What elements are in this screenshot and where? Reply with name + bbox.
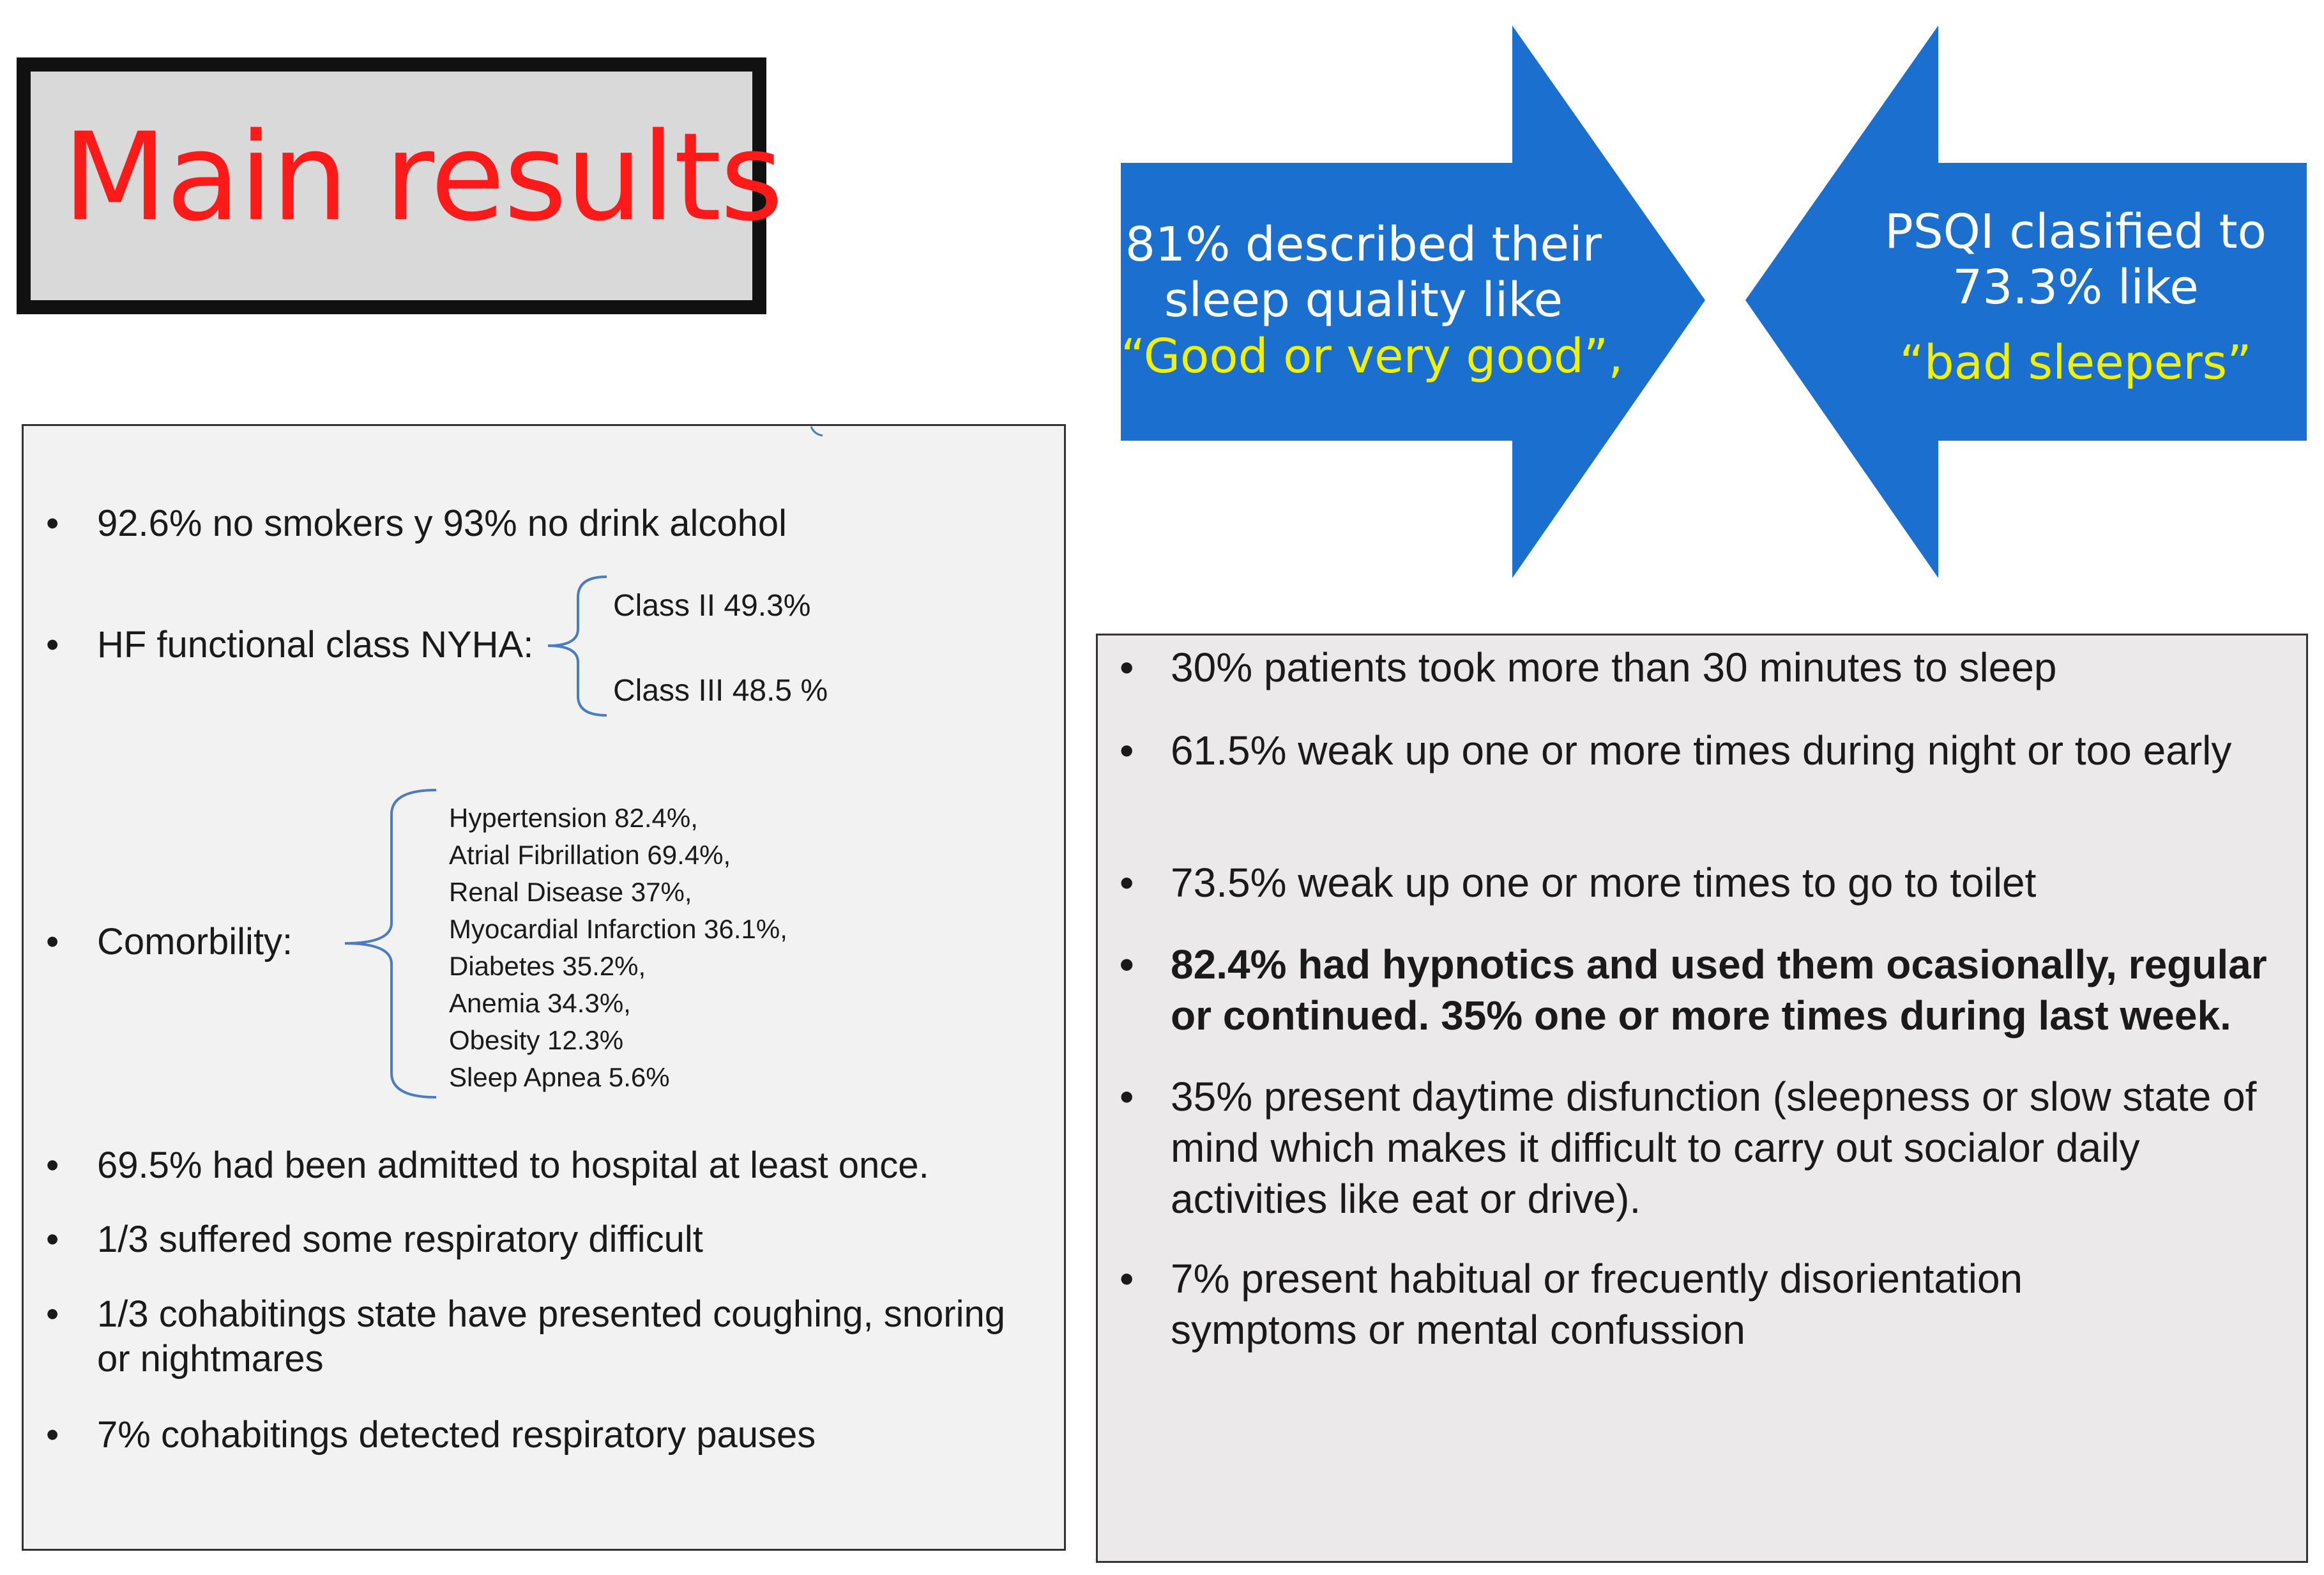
page-title: Main results bbox=[63, 107, 782, 248]
comorbidity-item: Diabetes 35.2%, bbox=[449, 951, 646, 981]
list-item: • 73.5% weak up one or more times to go to toilet bbox=[1171, 857, 2279, 908]
list-item: • 82.4% had hypnotics and used them ocasionally, regular or continued. 35% one or more times during last week. bbox=[1171, 939, 2279, 1041]
list-item bbox=[97, 1292, 1005, 1381]
nyha-class-ii: Class II 49.3% bbox=[613, 589, 811, 623]
nyha-class-iii: Class III 48.5 % bbox=[613, 674, 828, 708]
right-arrow-text bbox=[1839, 204, 2312, 391]
comorbidity-item: Anemia 34.3%, bbox=[449, 988, 631, 1018]
nyha-label: • HF functional class NYHA: bbox=[97, 623, 533, 667]
comorbidity-item: Sleep Apnea 5.6% bbox=[449, 1062, 670, 1092]
comorbidity-item: Atrial Fibrillation 69.4%, bbox=[449, 840, 731, 870]
right-arrow-highlight: “bad sleepers” bbox=[1899, 335, 2252, 390]
list-item: • 35% present daytime disfunction (sleepness or slow state of mind which makes it difficult to carry out socialor daily activities like eat or drive). bbox=[1171, 1071, 2279, 1224]
left-arrow-line1: 81% described their bbox=[1125, 217, 1602, 272]
left-arrow-highlight: “Good or very good”, bbox=[1121, 328, 1623, 384]
comorbidity-item: Hypertension 82.4%, bbox=[449, 803, 698, 833]
left-arrow-text bbox=[1121, 217, 1623, 384]
right-arrow-line2: 73.3% like bbox=[1952, 260, 2199, 316]
list-item: • 7% cohabitings detected respiratory pauses bbox=[97, 1413, 816, 1457]
list-item: • 69.5% had been admitted to hospital at least once. bbox=[97, 1143, 929, 1188]
list-item: • 30% patients took more than 30 minutes to sleep bbox=[1171, 642, 2279, 693]
list-item: • 1/3 suffered some respiratory difficult bbox=[97, 1217, 703, 1262]
comorbidity-item: Myocardial Infarction 36.1%, bbox=[449, 914, 787, 944]
list-item-line: • 1/3 cohabitings state have presented coughing, snoring bbox=[97, 1293, 1005, 1335]
list-item-line: or nightmares bbox=[97, 1337, 324, 1380]
comorbidity-item: Renal Disease 37%, bbox=[449, 877, 692, 907]
right-arrow-line1: PSQI clasified to bbox=[1885, 204, 2267, 259]
list-item: • 7% present habitual or frecuently disorientation symptoms or mental confussion bbox=[1171, 1253, 2192, 1355]
left-arrow-line2: sleep quality like bbox=[1164, 273, 1563, 328]
list-item: • 92.6% no smokers y 93% no drink alcohol bbox=[97, 501, 787, 546]
comorbidity-item: Obesity 12.3% bbox=[449, 1025, 624, 1055]
list-item: • 61.5% weak up one or more times during night or too early bbox=[1171, 725, 2279, 776]
comorbidity-label: • Comorbility: bbox=[97, 920, 292, 964]
